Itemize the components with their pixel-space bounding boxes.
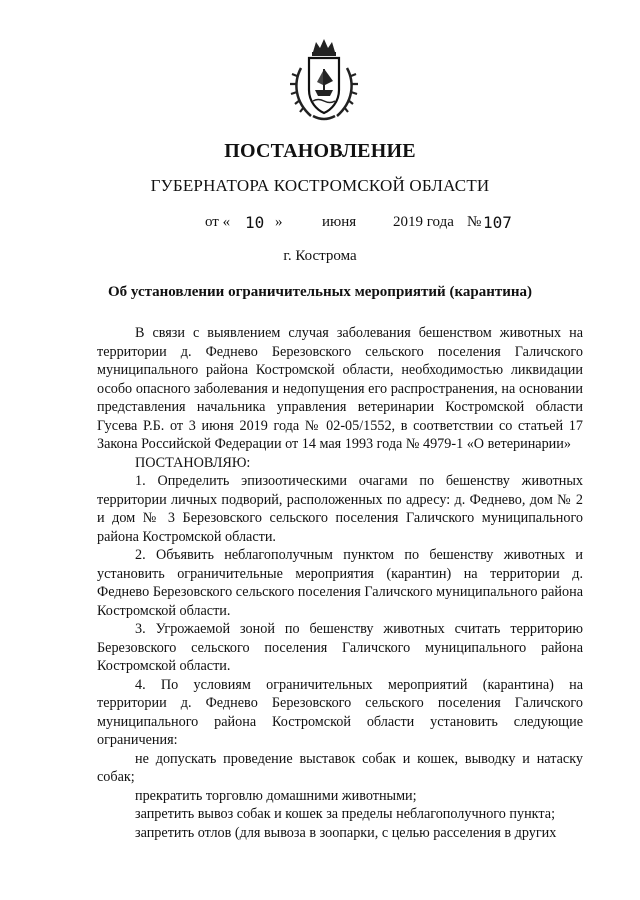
document-type-title: ПОСТАНОВЛЕНИЕ — [224, 140, 416, 162]
item-4-paragraph: 4. По условиям ограничительных мероприятий (карантина) на территории д. Федневo Березовского сельского поселения Галичского муниципального района Костромской области установить следующие ограничения: — [97, 676, 583, 748]
document-number: 107 — [483, 213, 512, 232]
date-number-line — [205, 214, 535, 236]
date-day: 10 — [245, 213, 265, 232]
date-year: 2019 года — [393, 214, 454, 230]
issuing-authority: ГУБЕРНАТОРА КОСТРОМСКОЙ ОБЛАСТИ — [150, 176, 490, 195]
decree-word: ПОСТАНОВЛЯЮ: — [135, 454, 251, 471]
item-3-paragraph: 3. Угрожаемой зоной по бешенству животных считать территорию Березовского сельского поселения Галичского муниципального района Костромской области. — [97, 621, 583, 674]
number-sign: № — [467, 214, 482, 230]
restriction-1-paragraph: не допускать проведение выставок собак и кошек, выводку и натаску собак; — [97, 750, 583, 785]
restriction-3-paragraph: запретить вывоз собак и кошек за пределы неблагополучного пункта; — [135, 806, 556, 822]
date-month: июня — [322, 214, 357, 230]
city-line: г. Кострома — [283, 248, 357, 264]
coat-of-arms-icon — [289, 38, 359, 124]
date-day-close: » — [275, 214, 283, 230]
document-body — [97, 324, 583, 842]
restriction-4-paragraph: запретить отлов (для вывоза в зоопарки, с целью расселения в других — [135, 824, 557, 841]
item-1-paragraph: 1. Определить эпизоотическими очагами по бешенству животных территории личных подворий, расположенных по адресу: д. Федневo, дом № 2 и дом № 3 Березовского сельского поселения Галичского муниципального района Костромской области. — [97, 473, 583, 545]
restriction-2-paragraph: прекратить торговлю домашними животными; — [135, 787, 417, 804]
document-subject: Об установлении ограничительных мероприятий (карантина) — [107, 284, 532, 300]
preamble-paragraph: В связи с выявлением случая заболевания бешенством животных на территории д. Федневo Березовского сельского поселения Галичского муниципального района Костромской области, необходимостью ликвидации особо опасного заболевания и недопущения его распространения, на основании представления начальника управления ветеринарии Костромской области Гусева Р.Б. от 3 июня 2019 года № 02-05/1552, в соответствии со статьей 17 Закона Российской Федерации от 14 мая 1993 года № 4979-1 «О ветеринарии» — [97, 325, 583, 452]
date-prefix: от « — [205, 214, 231, 230]
item-2-paragraph: 2. Объявить неблагополучным пунктом по бешенству животных и установить ограничительные мероприятия (карантин) на территории д. Федневo Березовского сельского поселения Галичского муниципального района Костромской области. — [97, 547, 583, 619]
